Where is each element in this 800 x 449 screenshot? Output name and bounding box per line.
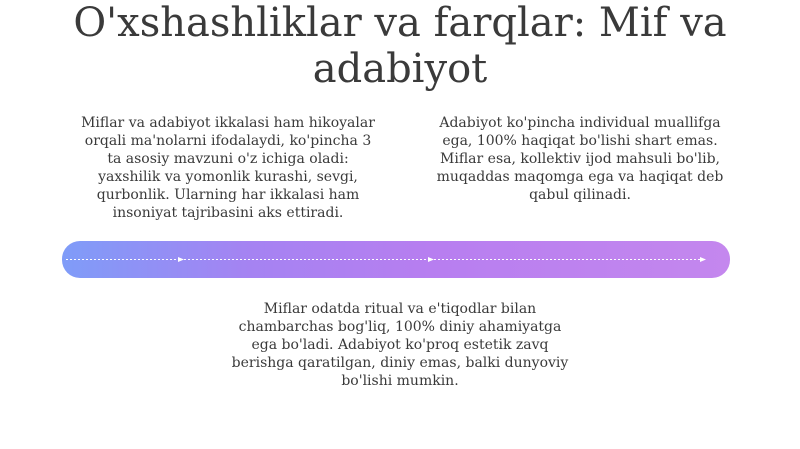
timeline-arrows — [62, 241, 730, 278]
left-text-block: Miflar va adabiyot ikkalasi ham hikoyalar orqali ma'nolarni ifodalaydi, ko'pincha 3 ta asosiy mavzuni o'z ichiga oladi: yaxshilik va yomonlik kurashi, sevgi, qurbonlik. Ularning har ikkalasi ham insoniyat tajribasini aks ettiradi. — [81, 115, 375, 221]
slide-title: O'xshashliklar va farqlar: Mif va adabiyot — [73, 0, 727, 92]
timeline-bar — [62, 241, 730, 278]
arrow-head-icon — [428, 257, 434, 262]
right-text-block: Adabiyot ko'pincha individual muallifga ega, 100% haqiqat bo'lishi shart emas. Miflar esa, kollektiv ijod mahsuli bo'lib, muqaddas maqomga ega va haqiqat deb qabul qilinadi. — [436, 115, 724, 203]
arrow-head-icon — [178, 257, 184, 262]
arrow-head-icon — [700, 257, 706, 262]
bottom-text-block: Miflar odatda ritual va e'tiqodlar bilan chambarchas bog'liq, 100% diniy ahamiyatga ega bo'ladi. Adabiyot ko'proq estetik zavq berishga qaratilgan, diniy emas, balki dunyoviy bo'lishi mumkin. — [231, 301, 569, 389]
